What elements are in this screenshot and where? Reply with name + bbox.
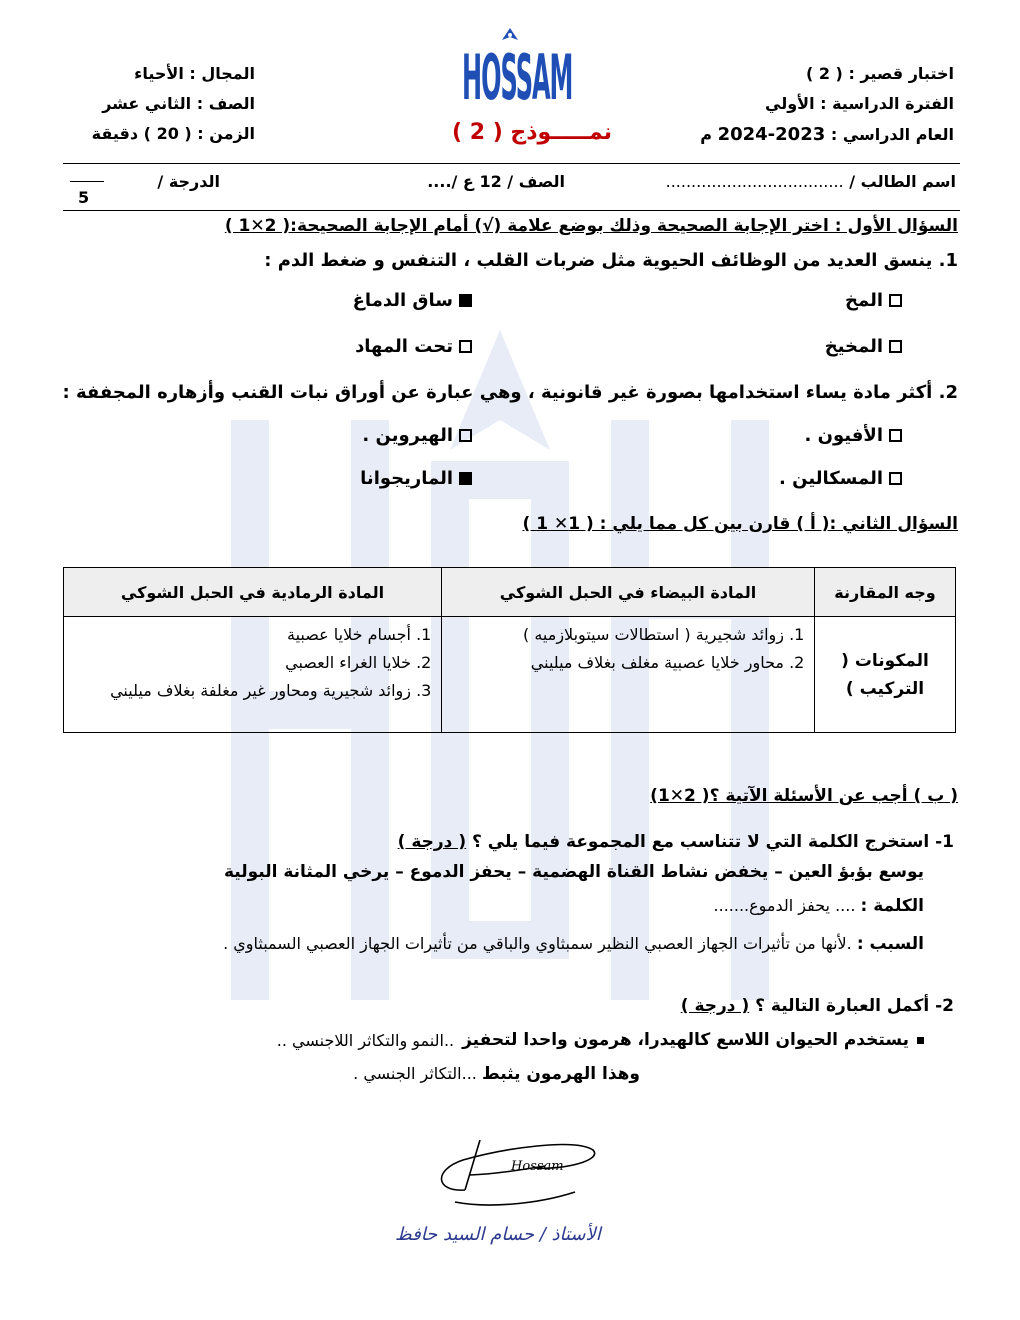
student-name [666,172,956,191]
b2-number: 2- [935,996,954,1016]
checkbox-empty-icon[interactable] [889,429,902,442]
b2-line-2 [353,1064,640,1084]
checkbox-checked-icon[interactable] [459,472,472,485]
option-label: ساق الدماغ [352,290,453,311]
q1-item-2-number: 2. [938,382,958,403]
table-row [64,617,956,733]
logo-text: HOSSAM [462,42,573,115]
quiz-number: اختبار قصير : ( 2 ) [805,64,954,83]
gray-matter-cell [64,617,442,733]
q2-title: السؤال الثاني :( أ ) قارن بين كل مما يلي : ( 1✕ 1 ) [522,514,958,534]
b1-word [714,896,924,916]
checkbox-checked-icon[interactable] [459,294,472,307]
score-fraction-line [70,181,104,182]
b1-points: ( درجة ) [397,832,467,852]
b1-text: استخرج الكلمة التي لا تتناسب مع المجموعة فيما يلي ؟ [472,832,930,852]
grade-level: الصف : الثاني عشر [102,94,255,113]
list-item: 1. زوائد شجيرية ( استطالات سيتوبلازميه ) [450,621,784,649]
score-total: 5 [78,188,90,207]
q1-2-option-c[interactable] [779,468,902,489]
q1-item-2-text: أكثر مادة يساء استخدامها بصورة غير قانونية ، وهي عبارة عن أوراق نبات القنب وأزهاره المجففة : [62,382,933,403]
checkbox-empty-icon[interactable] [889,472,902,485]
hossam-logo [462,26,573,126]
b1-reason [108,928,924,960]
option-label: المخ [845,290,883,311]
checkbox-empty-icon[interactable] [459,340,472,353]
q1-title: السؤال الأول : اختر الإجابة الصحيحة وذلك بوضع علامة (√) أمام الإجابة الصحيحة:( 2✕1 ) [224,216,958,236]
header-divider [63,163,960,164]
checkbox-empty-icon[interactable] [459,429,472,442]
list-item: 1. أجسام خلايا عصبية [72,621,411,649]
class-field: الصف / 12 ع /.... [427,172,565,191]
bullet-icon [917,1037,924,1044]
table-header: وجه المقارنة [815,568,956,617]
year-label: العام الدراسي : [830,125,954,144]
q1-item-1-number: 1. [938,250,958,271]
q1-item-1 [264,250,958,271]
score-label: الدرجة / [157,172,220,191]
b1-number: 1- [935,832,954,852]
student-name-dots: ................................... [665,172,844,191]
b2-text: أكمل العبارة التالية ؟ [755,996,930,1016]
white-matter-cell [442,617,815,733]
q1-1-option-d[interactable] [355,336,472,357]
b1-question [398,832,954,852]
exam-time: الزمن : ( 20 ) دقيقة [91,124,255,143]
year-suffix: م [700,125,712,144]
student-name-label: اسم الطالب / [849,172,956,191]
teacher-name: الأستاذ / حسام السيد حافظ [395,1224,601,1245]
option-label: المخيخ [824,336,883,357]
b2-line2-prompt: وهذا الهرمون يثبط [481,1064,640,1084]
b2-line1-prompt: يستخدم الحيوان اللاسع كالهيدرا، هرمون واحدا لتحفيز [462,1030,909,1050]
q1-1-option-a[interactable] [845,290,902,311]
b2-line2-answer: ...التكاثر الجنسي . [353,1064,477,1083]
q1-2-option-b[interactable] [362,425,472,446]
row-label: المكونات ( التركيب ) [815,617,956,733]
model-number: نمـــــوذج ( 2 ) [452,120,612,145]
q1-item-2 [63,382,958,403]
b1-word-answer: .... يحفز الدموع....... [713,896,856,915]
q1-1-option-c[interactable] [825,336,902,357]
table-header: المادة الرمادية في الحبل الشوكي [64,568,442,617]
list-item: 3. زوائد شجيرية ومحاور غير مغلفة بغلاف ميليني [72,677,411,705]
checkbox-empty-icon[interactable] [889,294,902,307]
table-header: المادة البيضاء في الحبل الشوكي [442,568,815,617]
option-label: الماريجوانا [360,468,453,489]
term: الفترة الدراسية : الأولي [765,94,954,113]
option-label: الهيروين . [362,425,453,446]
list-item: 2. محاور خلايا عصبية مغلف بغلاف ميليني [450,649,784,677]
option-label: تحت المهاد [355,336,453,357]
checkbox-empty-icon[interactable] [889,340,902,353]
academic-year [700,124,954,145]
signature-icon [425,1130,600,1215]
signature-script: Hossam [511,1159,564,1174]
b1-reason-label: السبب : [856,934,924,954]
info-divider [63,210,960,211]
b1-reason-answer: .لأنها من تأثيرات الجهاز العصبي النظير سمبثاوي والباقي من تأثيرات الجهاز العصبي السمبثاوي . [223,934,852,953]
b2-line-1 [277,1030,924,1050]
b2-line1-answer: ..النمو والتكاثر اللاجنسي .. [276,1030,455,1050]
comparison-table [63,567,956,733]
b1-group: يوسع بؤبؤ العين – يخفض نشاط القناة الهضمية – يحفز الدموع – يرخي المثانة البولية [223,862,924,882]
option-label: المسكالين . [779,468,883,489]
q1-2-option-d[interactable] [360,468,472,489]
option-label: الأفيون . [804,425,883,446]
q1-item-1-text: ينسق العديد من الوظائف الحيوية مثل ضربات القلب ، التنفس و ضغط الدم : [264,250,933,271]
q1-2-option-a[interactable] [805,425,902,446]
b1-word-label: الكلمة : [860,896,924,916]
q2-b-title: ( ب ) أجب عن الأسئلة الآتية ؟( 2✕1) [650,786,958,806]
table-header-row [64,568,956,617]
q1-1-option-b[interactable] [353,290,472,311]
b2-question [681,996,954,1016]
year-value: 2023-2024 [717,124,826,145]
b2-points: ( درجة ) [680,996,750,1016]
list-item: 2. خلايا الغراء العصبي [72,649,411,677]
subject-field: المجال : الأحياء [134,64,255,83]
